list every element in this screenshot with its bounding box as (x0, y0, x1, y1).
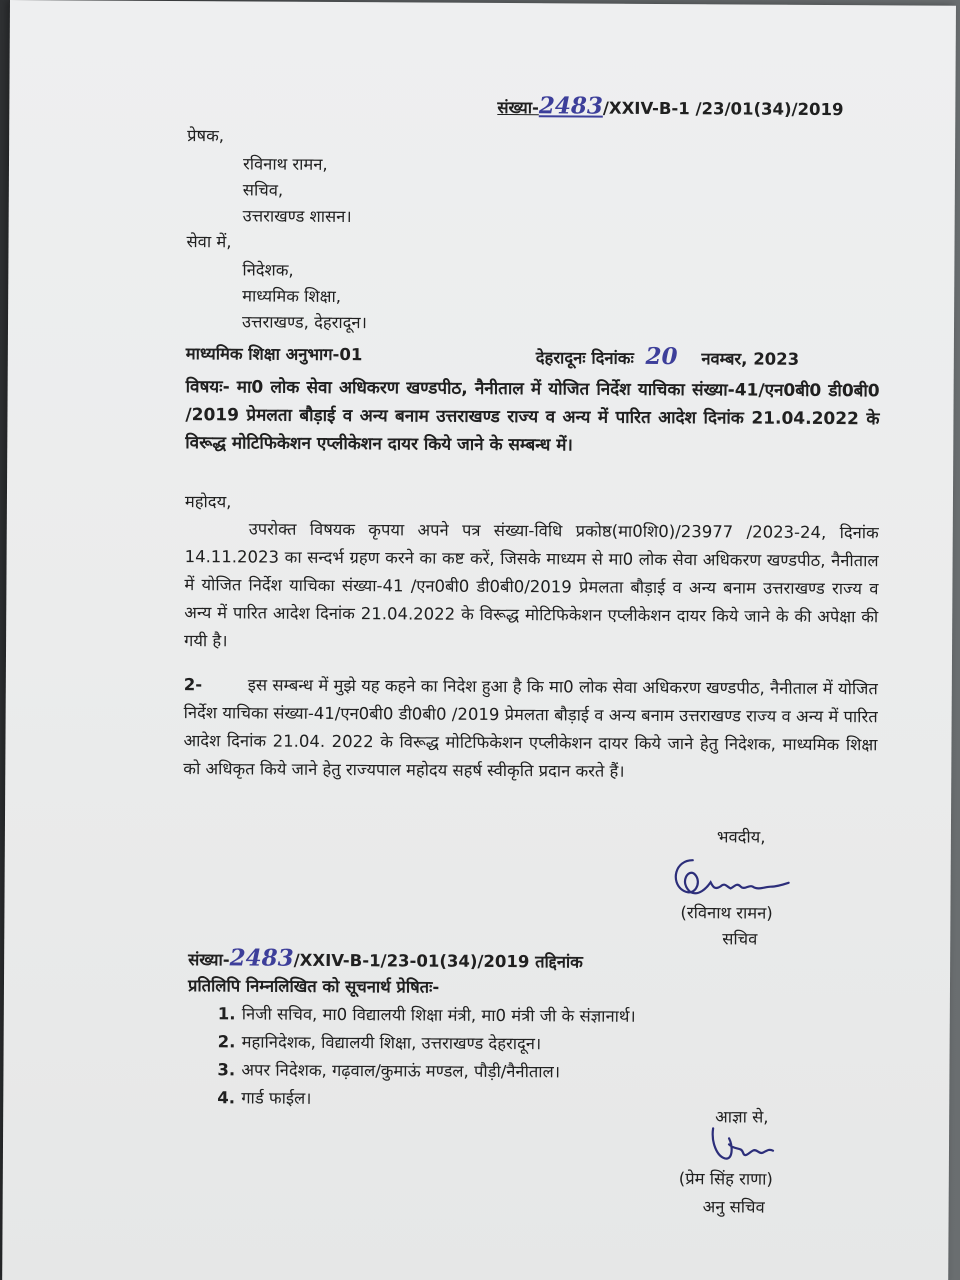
closing: भवदीय, (716, 827, 766, 847)
recipient-label: सेवा में, (186, 232, 232, 252)
recipient-department: माध्यमिक शिक्षा, (242, 286, 342, 307)
sender-designation: सचिव, (242, 180, 284, 200)
by-order: आज्ञा से, (715, 1107, 769, 1127)
signature-under-secretary (703, 1122, 783, 1166)
list-item: 1. निजी सचिव, मा0 विद्यालयी शिक्षा मंत्री, मा0 मंत्री जी के संज्ञानार्थ। (217, 1004, 636, 1026)
body-paragraph-1: उपरोक्त विषयक कृपया अपने पत्र संख्या-विधि प्रकोष्ठ(मा0शि0)/23977 /2023-24, दिनांक 14.11.2023 का सन्दर्भ ग्रहण करने का कष्ट करें, जिसके माध्यम से मा0 लोक सेवा अधिकरण खण्डपीठ, नैनीताल में योजित निर्देश याचिका संख्या-41 /एन0बी0 डी0बी0/2019 प्रेमलता बौड़ाई व अन्य बनाम उत्तराखण्ड राज्य व अन्य में पारित आदेश दिनांक 21.04.2022 के विरूद्ध मोटिफिकेशन एप्लीकेशन दायर किये जाने के की अपेक्षा की गयी है। (184, 519, 879, 651)
list-item: 3. अपर निदेशक, गढ़वाल/कुमाऊं मण्डल, पौड़ी/नैनीताल। (217, 1060, 561, 1082)
reference-number-top: संख्या-2483/XXIV-B-1 /23/01(34)/2019 (497, 92, 844, 120)
copy-heading: प्रतिलिपि निम्नलिखित को सूचनार्थ प्रेषितः- (187, 976, 440, 997)
section-name: माध्यमिक शिक्षा अनुभाग-01 (185, 344, 363, 365)
recipient-title: निदेशक, (242, 260, 294, 280)
list-item: 2. महानिदेशक, विद्यालयी शिक्षा, उत्तराखण्ड देहरादून। (217, 1032, 542, 1054)
letter-page (2, 0, 956, 1280)
under-secretary-name: (प्रेम सिंह राणा) (678, 1169, 773, 1189)
letter-subject: विषयः- मा0 लोक सेवा अधिकरण खण्डपीठ, नैनीताल में योजित निर्देश याचिका संख्या-41/एन0बी0 डी0बी0 /2019 प्रेमलता बौड़ाई व अन्य बनाम उत्तराखण्ड राज्य व अन्य में पारित आदेश दिनांक 21.04.2022 के विरूद्ध मोटिफिकेशन एप्लीकेशन दायर किये जाने के सम्बन्ध में। (185, 377, 880, 456)
signatory-title: सचिव (722, 929, 758, 949)
paragraph-number: 2- (183, 675, 203, 695)
handwritten-day: 20 (645, 342, 678, 371)
sender-office: उत्तराखण्ड शासन। (242, 206, 352, 227)
under-secretary-title: अनु सचिव (702, 1197, 765, 1217)
body-paragraph-2: 2- इस सम्बन्ध में मुझे यह कहने का निदेश हुआ है कि मा0 लोक सेवा अधिकरण खण्डपीठ, नैनीताल में योजित निर्देश याचिका संख्या-41/एन0बी0 डी0बी0 /2019 प्रेमलता बौड़ाई व अन्य बनाम उत्तराखण्ड राज्य व अन्य में पारित आदेश दिनांक 21.04. 2022 के विरूद्ध मोटिफिकेशन एप्लीकेशन दायर किये जाने हेतु निदेशक, माध्यमिक शिक्षा को अधिकृत किये जाने हेतु राज्यपाल महोदय सहर्ष स्वीकृति प्रदान करते हैं। (183, 671, 878, 787)
signatory-name: (रविनाथ रामन) (680, 903, 773, 923)
handwritten-copy-no: 2483 (229, 944, 294, 972)
sender-label: प्रेषक, (187, 126, 225, 146)
letter-date: देहरादूनः दिनांकः 20 नवम्बर, 2023 (535, 342, 800, 371)
handwritten-reference-no: 2483 (538, 92, 603, 120)
sender-name: रविनाथ रामन, (242, 154, 328, 174)
recipient-location: उत्तराखण्ड, देहरादून। (241, 312, 367, 333)
salutation: महोदय, (184, 492, 232, 512)
copy-reference-number: संख्या-2483/XXIV-B-1/23-01(34)/2019 तद्दिनांक (188, 944, 583, 972)
signature-secretary (665, 852, 795, 903)
list-item: 4. गार्ड फाईल। (217, 1088, 312, 1108)
